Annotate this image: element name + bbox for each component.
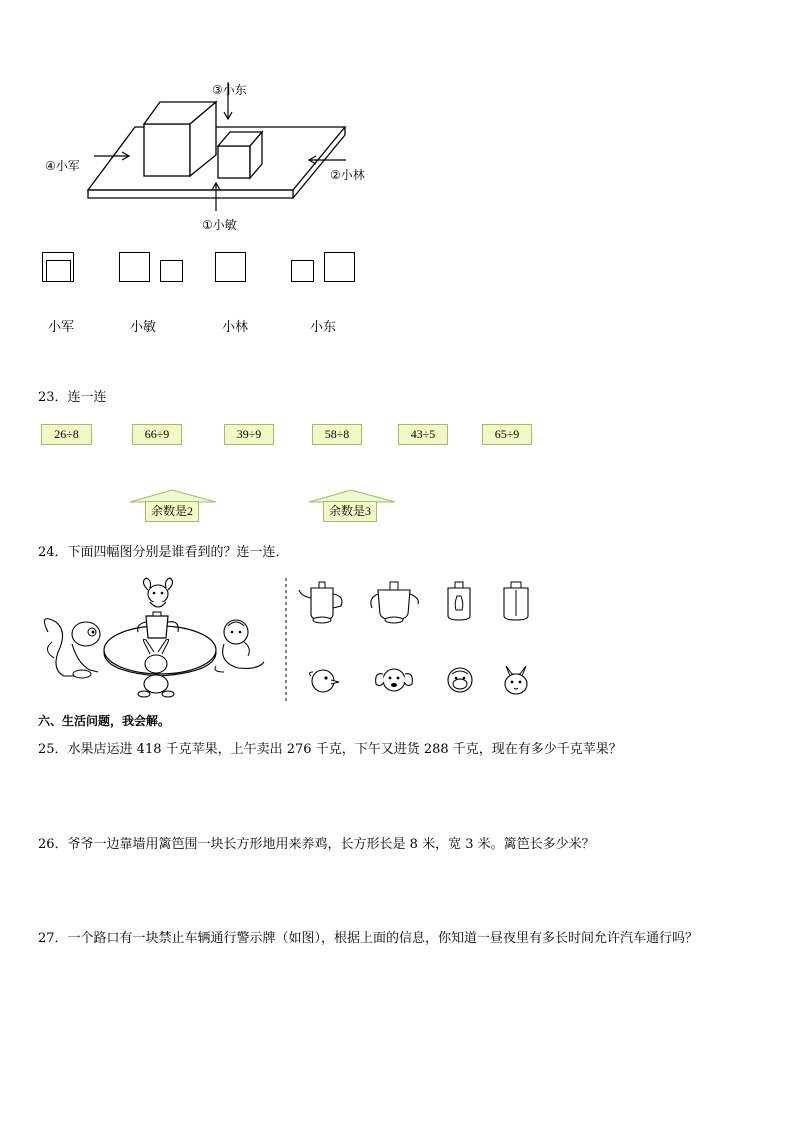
view-shape-1-inner [46,260,71,282]
view-label-2: 小敏 [130,320,157,335]
q27-text: 27．一个路口有一块禁止车辆通行警示牌（如图），根据上面的信息，你知道一昼夜里有多长时间允许汽车通行吗？ [38,931,699,946]
q23-title: 23．连一连 [38,390,107,405]
view-label-1: 小军 [48,320,75,335]
expression-box-2[interactable]: 66÷9 [132,424,182,445]
dog-head-icon [372,664,416,696]
animals-around-table-illustration [38,572,278,702]
dotted-divider [284,578,288,702]
expression-box-6[interactable]: 65÷9 [482,424,532,445]
expression-box-1[interactable]: 26÷8 [41,424,92,445]
observer-label-bottom: ①小敏 [202,218,237,232]
chick-head-icon [305,666,341,696]
monkey-head-icon [442,664,478,696]
expression-box-5[interactable]: 43÷5 [398,424,448,445]
teapot-view-2 [368,576,422,626]
observer-label-right: ②小林 [330,168,365,182]
view-shape-4-big [324,252,355,282]
squirrel-head-icon [498,662,534,698]
view-label-3: 小林 [222,320,249,335]
teapot-view-4 [498,576,538,626]
teapot-view-3 [440,576,480,626]
remainder-box-2[interactable]: 余数是3 [323,501,377,522]
observation-diagram [40,78,380,238]
view-label-4: 小东 [310,320,337,335]
teapot-view-1 [297,576,351,626]
remainder-box-1[interactable]: 余数是2 [145,501,199,522]
view-shape-2-big [119,252,150,282]
expression-box-3[interactable]: 39÷9 [224,424,274,445]
platform-and-cubes-drawing [40,78,380,238]
observer-label-top: ③小东 [212,83,247,97]
q24-title: 24．下面四幅图分别是谁看到的？连一连． [38,545,289,560]
view-shape-3-big [215,252,246,282]
view-shape-2-small [160,260,183,282]
expression-box-4[interactable]: 58÷8 [312,424,362,445]
q25-text: 25．水果店运进 418 千克苹果，上午卖出 276 千克，下午又进货 288 千克，现在有多少千克苹果？ [38,742,622,757]
section-6-title: 六、生活问题，我会解。 [38,714,171,728]
q26-text: 26．爷爷一边靠墙用篱笆围一块长方形地用来养鸡，长方形长是 8 米，宽 3 米。篱笆长多少米？ [38,837,595,852]
observer-label-left: ④小军 [45,159,80,173]
view-shape-4-small [291,260,314,282]
